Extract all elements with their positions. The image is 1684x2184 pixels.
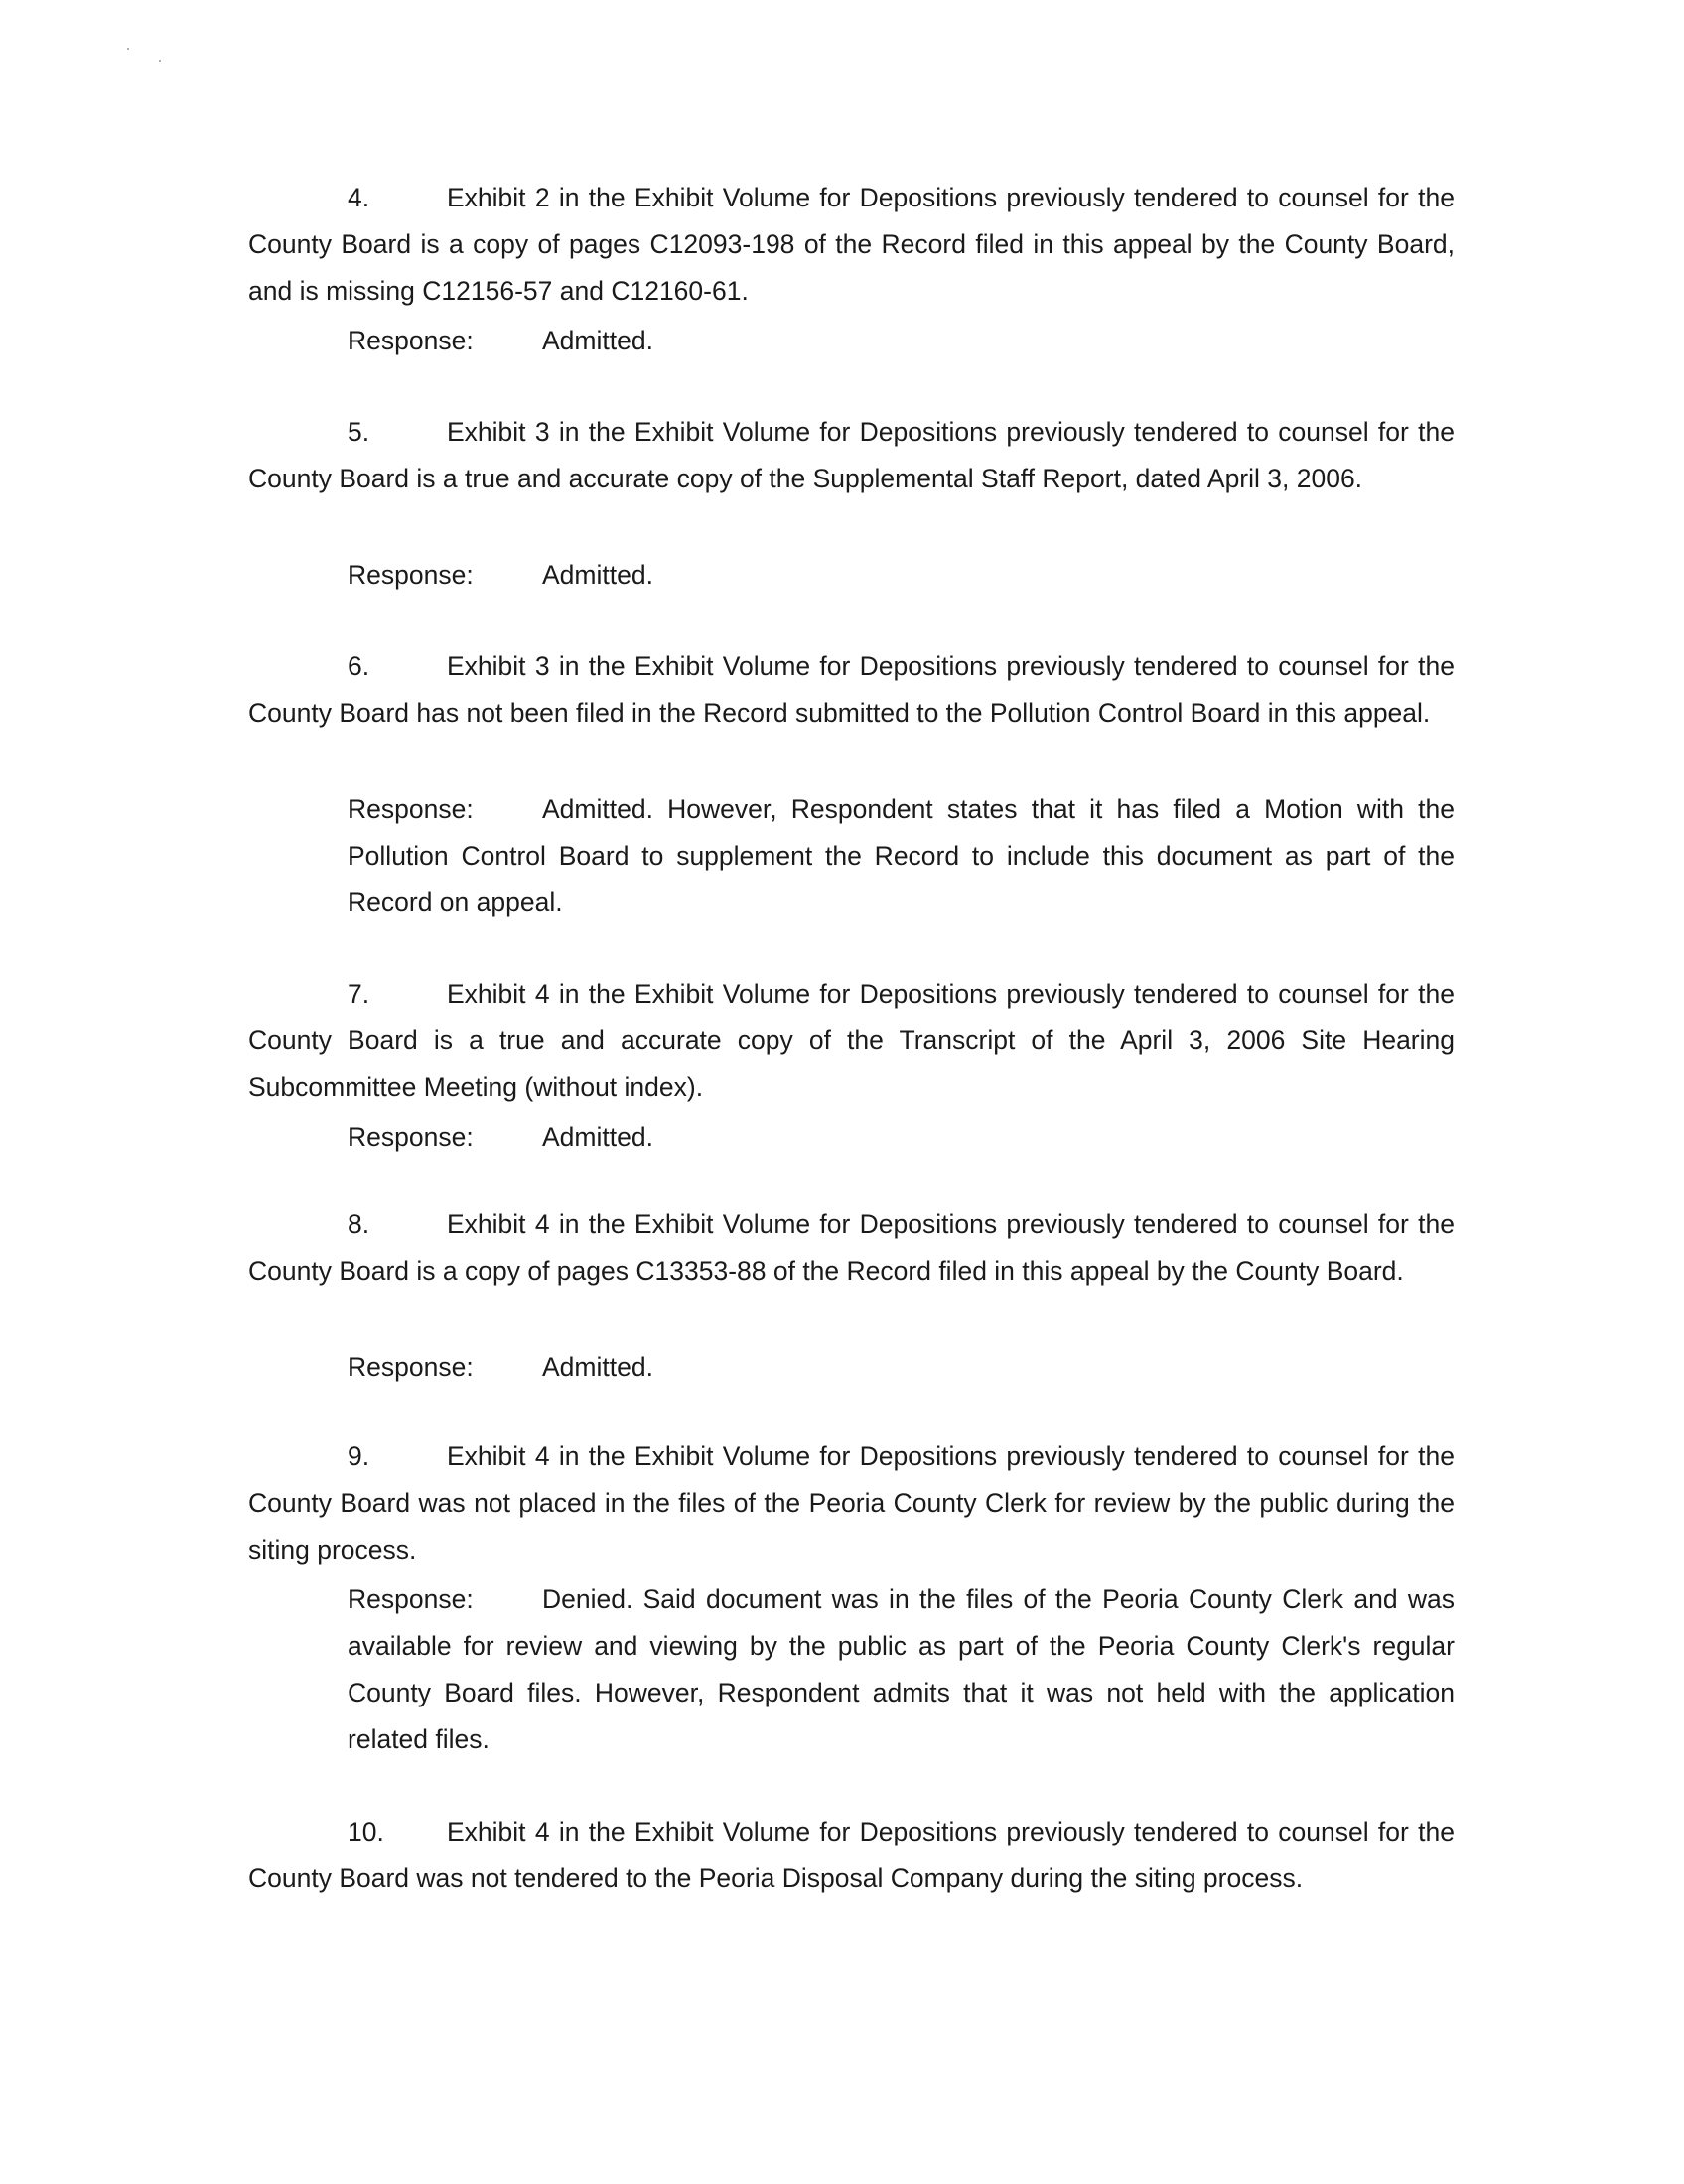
paragraph-number: 7.: [348, 979, 370, 1009]
paragraph-number: 4.: [348, 183, 370, 212]
response-item-6: [348, 786, 1455, 926]
response-label: Response:: [348, 1122, 474, 1152]
response-text: Admitted.: [542, 1122, 653, 1152]
response-label: Response:: [348, 326, 474, 355]
paragraph-item-4: [248, 175, 1455, 315]
paragraph-item-5: [248, 409, 1455, 502]
response-label: Response:: [348, 794, 474, 824]
paragraph-text: Exhibit 4 in the Exhibit Volume for Depositions previously tendered to counsel for the County Board is a copy of pages C13353-88 of the Record filed in this appeal by the County Board.: [248, 1209, 1455, 1286]
paragraph-text: Exhibit 4 in the Exhibit Volume for Depositions previously tendered to counsel for the County Board was not placed in the files of the Peoria County Clerk for review by the public during the siting process.: [248, 1441, 1455, 1565]
response-text: Admitted.: [542, 326, 653, 355]
paragraph-item-9: [248, 1433, 1455, 1573]
response-text: Admitted.: [542, 560, 653, 590]
response-label: Response:: [348, 1352, 474, 1382]
response-item-7: [348, 1114, 1455, 1160]
response-text: Admitted.: [542, 1352, 653, 1382]
paragraph-number: 8.: [348, 1209, 370, 1239]
response-item-5: [348, 552, 1455, 599]
paragraph-item-8: [248, 1201, 1455, 1295]
paragraph-text: Exhibit 4 in the Exhibit Volume for Depositions previously tendered to counsel for the County Board is a true and accurate copy of the Transcript of the April 3, 2006 Site Hearing Subcommittee Meeting (without index).: [248, 979, 1455, 1102]
response-label: Response:: [348, 560, 474, 590]
scan-speck: [127, 48, 129, 50]
paragraph-number: 9.: [348, 1441, 370, 1471]
paragraph-text: Exhibit 2 in the Exhibit Volume for Depositions previously tendered to counsel for the County Board is a copy of pages C12093-198 of the Record filed in this appeal by the County Board, and is missing C12156-57 and C12160-61.: [248, 183, 1455, 306]
response-item-8: [348, 1344, 1455, 1391]
response-text: Admitted. However, Respondent states that it has filed a Motion with the Pollution Control Board to supplement the Record to include this document as part of the Record on appeal.: [348, 794, 1455, 917]
scan-speck: [159, 60, 161, 62]
response-item-9: [348, 1576, 1455, 1763]
paragraph-text: Exhibit 3 in the Exhibit Volume for Depositions previously tendered to counsel for the County Board is a true and accurate copy of the Supplemental Staff Report, dated April 3, 2006.: [248, 417, 1455, 493]
paragraph-item-6: [248, 643, 1455, 737]
paragraph-item-10: [248, 1809, 1455, 1902]
paragraph-item-7: [248, 971, 1455, 1111]
paragraph-number: 6.: [348, 651, 370, 681]
paragraph-number: 5.: [348, 417, 370, 447]
response-text: Denied. Said document was in the files of the Peoria County Clerk and was available for review and viewing by the public as part of the Peoria County Clerk's regular County Board files. However, Respondent admits that it was not held with the application related files.: [348, 1584, 1455, 1754]
response-item-4: [348, 318, 1455, 364]
response-label: Response:: [348, 1584, 474, 1614]
paragraph-number: 10.: [348, 1817, 384, 1846]
paragraph-text: Exhibit 3 in the Exhibit Volume for Depositions previously tendered to counsel for the County Board has not been filed in the Record submitted to the Pollution Control Board in this appeal.: [248, 651, 1455, 728]
paragraph-text: Exhibit 4 in the Exhibit Volume for Depositions previously tendered to counsel for the County Board was not tendered to the Peoria Disposal Company during the siting process.: [248, 1817, 1455, 1893]
